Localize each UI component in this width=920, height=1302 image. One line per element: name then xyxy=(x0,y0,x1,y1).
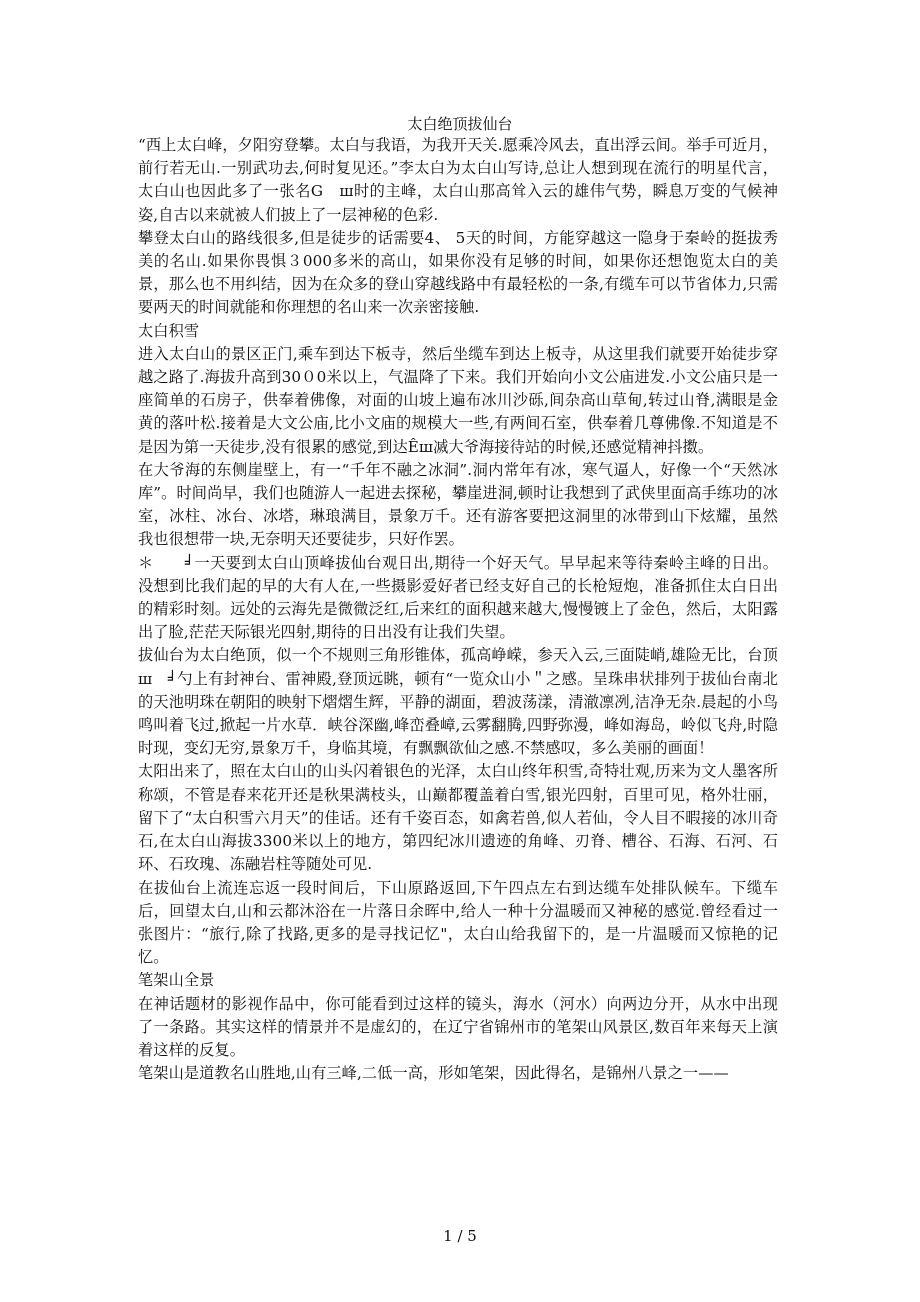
document-body xyxy=(138,134,778,1085)
section-heading-taibai-snow: 太白积雪 xyxy=(138,321,200,340)
section-heading-bijia-mountain: 笔架山全景 xyxy=(138,971,215,990)
paragraph: “西上太白峰，夕阳穷登攀。太白与我语，为我开天关.愿乘冷风去，直出浮云间。举手可近月，前行若无山.一别武功去,何时复见还。”李太白为太白山写诗,总让人想到现在流行的明星代言，太白山也因此多了一张名G ш时的主峰，太白山那高耸入云的雄伟气势，瞬息万变的气候神姿,自古以来就被人们披上了一层神秘的色彩. xyxy=(138,136,778,224)
paragraph: 在神话题材的影视作品中，你可能看到过这样的镜头，海水（河水）向两边分开，从水中出现了一条路。其实这样的情景并不是虚幻的，在辽宁省锦州市的笔架山风景区,数百年来每天上演着这样的反复。 xyxy=(138,994,778,1059)
paragraph: 在拔仙台上流连忘返一段时间后，下山原路返回,下午四点左右到达缆车处排队候车。下缆车后，回望太白,山和云都沐浴在一片落日余晖中,给人一种十分温暖而又神秘的感觉.曾经看过一张图片：“旅行,除了找路,更多的是寻找记忆"，太白山给我留下的，是一片温暖而又惊艳的记忆。 xyxy=(138,878,778,967)
paragraph: 攀登太白山的路线很多,但是徒步的话需要4、 5天的时间，方能穿越这一隐身于秦岭的挺拔秀美的名山.如果你畏惧３000多米的高山，如果你没有足够的时间，如果你还想饱览太白的美景，那么也不用纠结，因为在众多的登山穿越线路中有最轻松的一条,有缆车可以节省体力,只需要两天的时间就能和你理想的名山来一次亲密接触. xyxy=(138,228,778,317)
document-title: 太白绝顶拔仙台 xyxy=(407,115,513,133)
paragraph: 在大爷海的东侧崖壁上，有一“千年不融之冰洞”.洞内常年有冰，寒气逼人，好像一个“天然冰库”。时间尚早，我们也随游人一起进去探秘，攀崖进洞,顿时让我想到了武侠里面高手练功的冰室，冰柱、冰台、冰塔，琳琅满目，景象万千。还有游客要把这洞里的冰带到山下炫耀，虽然我也很想带一块,无奈明天还要徒步，只好作罢。 xyxy=(138,460,778,549)
paragraph: 拔仙台为太白绝顶，似一个不规则三角形锥体，孤高峥嵘，参天入云,三面陡峭,雄险无比，台顶ш ╛勺上有封神台、雷神殿,登顶远眺，顿有“一览众山小＂之感。呈珠串状排列于拔仙台南北的天池明珠在朝阳的映射下熠熠生辉，平静的湖面，碧波荡漾，清澈凛冽,洁净无杂.晨起的小鸟鸣叫着飞过,掀起一片水草．峡谷深幽,峰峦叠嶂,云雾翻腾,四野弥漫，峰如海岛，岭似飞舟,时隐时现，变幻无穷,景象万千，身临其境，有飘飘欲仙之感.不禁感叹，多么美丽的画面！ xyxy=(138,646,778,758)
paragraph: 笔架山是道教名山胜地,山有三峰,二低一高，形如笔架，因此得名，是锦州八景之一—— xyxy=(138,1064,729,1083)
paragraph: 太阳出来了，照在太白山的山头闪着银色的光泽，太白山终年积雪,奇特壮观,历来为文人墨客所称颂，不管是春来花开还是秋果满枝头，山巅都覆盖着白雪,银光四射，百里可见，格外壮丽，留下了“太白积雪六月天”的佳话。还有千姿百态，如禽若兽,似人若仙，令人目不暇接的冰川奇石,在太白山海拔3300米以上的地方，第四纪冰川遗迹的角峰、刃脊、槽谷、石海、石河、石环、石玫瑰、冻融岩柱等随处可见. xyxy=(138,762,778,874)
page-indicator: 1 / 5 xyxy=(443,1227,477,1245)
paragraph: ＊ ╛一天要到太白山顶峰拔仙台观日出,期待一个好天气。早早起来等待秦岭主峰的日出。没想到比我们起的早的大有人在,一些摄影爱好者已经支好自己的长枪短炮，准备抓住太白日出的精彩时刻。远处的云海先是微微泛红,后来红的面积越来越大,慢慢镀上了金色，然后，太阳露出了脸,茫茫天际银光四射,期待的日出没有让我们失望。 xyxy=(138,553,778,642)
paragraph: 进入太白山的景区正门,乘车到达下板寺，然后坐缆车到达上板寺，从这里我们就要开始徒步穿越之路了.海拔升高到30０0米以上，气温降了下来。我们开始向小文公庙进发.小文公庙只是一座简单的石房子，供奉着佛像，对面的山坡上遍布冰川沙砾,间杂高山草甸,转过山脊,满眼是金黄的落叶松.接着是大文公庙,比小文庙的规模大一些,有两间石室，供奉着几尊佛像.不知道是不是因为第一天徒步,没有很累的感觉,到达Êш㓕大爷海接待站的时候,还感觉精神抖擞。 xyxy=(138,344,778,456)
